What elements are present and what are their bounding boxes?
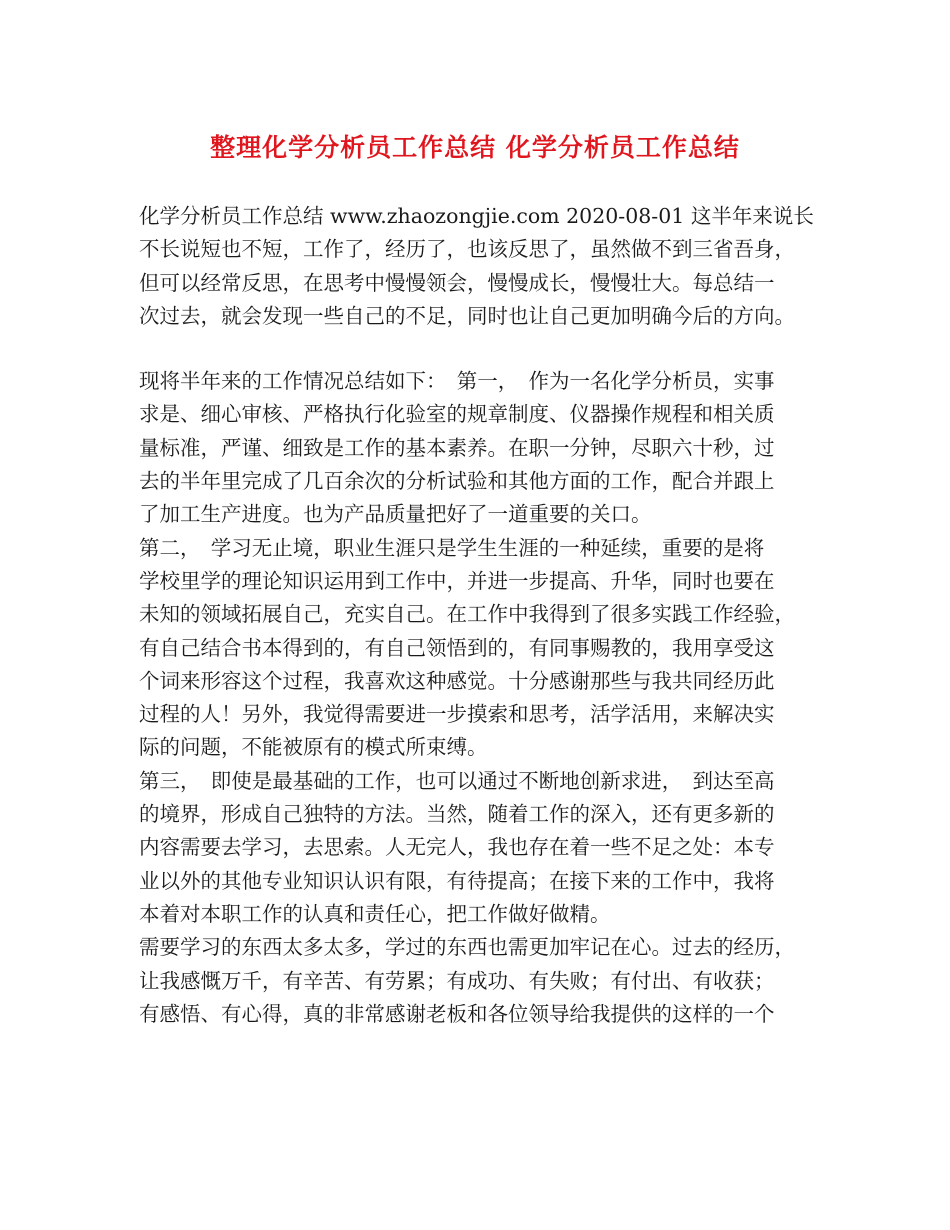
text-line: 需要学习的东西太多太多，学过的东西也需更加牢记在心。过去的经历， [139,935,795,960]
text-line: 际的问题，不能被原有的模式所束缚。 [139,735,488,760]
text-line: 去的半年里完成了几百余次的分析试验和其他方面的工作，配合并跟上 [139,469,775,494]
document-body [139,200,839,1031]
text-line: 过程的人！另外，我觉得需要进一步摸索和思考，活学活用，来解决实 [139,702,775,727]
text-line: 有感悟、有心得，真的非常感谢老板和各位领导给我提供的这样的一个 [139,1001,775,1026]
text-line: 第三， 即使是最基础的工作，也可以通过不断地创新求进， 到达至高 [139,768,775,793]
text-line: 内容需要去学习，去思索。人无完人，我也存在着一些不足之处：本专 [139,835,775,860]
paragraph-spacer [139,333,839,365]
paragraph-intro [139,200,839,333]
paragraph-second-point [139,532,839,765]
text-line: 未知的领域拓展自己，充实自己。在工作中我得到了很多实践工作经验， [139,602,795,627]
text-line: 次过去，就会发现一些自己的不足，同时也让自己更加明确今后的方向。 [139,303,795,328]
document-title: 整理化学分析员工作总结 化学分析员工作总结 [210,133,740,162]
text-line: 有自己结合书本得到的，有自己领悟到的，有同事赐教的，我用享受这 [139,635,775,660]
text-line: 让我感慨万千，有辛苦、有劳累；有成功、有失败；有付出、有收获； [139,968,775,993]
text-line: 了加工生产进度。也为产品质量把好了一道重要的关口。 [139,502,652,527]
text-line: 业以外的其他专业知识认识有限，有待提高；在接下来的工作中，我将 [139,868,775,893]
text-line: 本着对本职工作的认真和责任心，把工作做好做精。 [139,901,611,926]
text-line: 但可以经常反思，在思考中慢慢领会，慢慢成长，慢慢壮大。每总结一 [139,270,775,295]
text-line: 不长说短也不短，工作了，经历了，也该反思了，虽然做不到三省吾身， [139,237,795,262]
text-line: 求是、细心审核、严格执行化验室的规章制度、仪器操作规程和相关质 [139,402,775,427]
paragraph-third-point [139,765,839,931]
paragraph-closing [139,931,839,1031]
text-line: 学校里学的理论知识运用到工作中，并进一步提高、升华，同时也要在 [139,568,775,593]
text-line: 化学分析员工作总结 www.zhaozongjie.com 2020-08-01 这半年来说长 [139,204,814,228]
paragraph-first-point [139,365,839,531]
text-line: 现将半年来的工作情况总结如下： 第一， 作为一名化学分析员，实事 [139,369,775,394]
text-line: 量标准，严谨、细致是工作的基本素养。在职一分钟，尽职六十秒，过 [139,435,775,460]
text-line: 个词来形容这个过程，我喜欢这种感觉。十分感谢那些与我共同经历此 [139,668,775,693]
text-line: 的境界，形成自己独特的方法。当然，随着工作的深入，还有更多新的 [139,802,775,827]
text-line: 第二， 学习无止境，职业生涯只是学生生涯的一种延续，重要的是将 [139,535,765,560]
